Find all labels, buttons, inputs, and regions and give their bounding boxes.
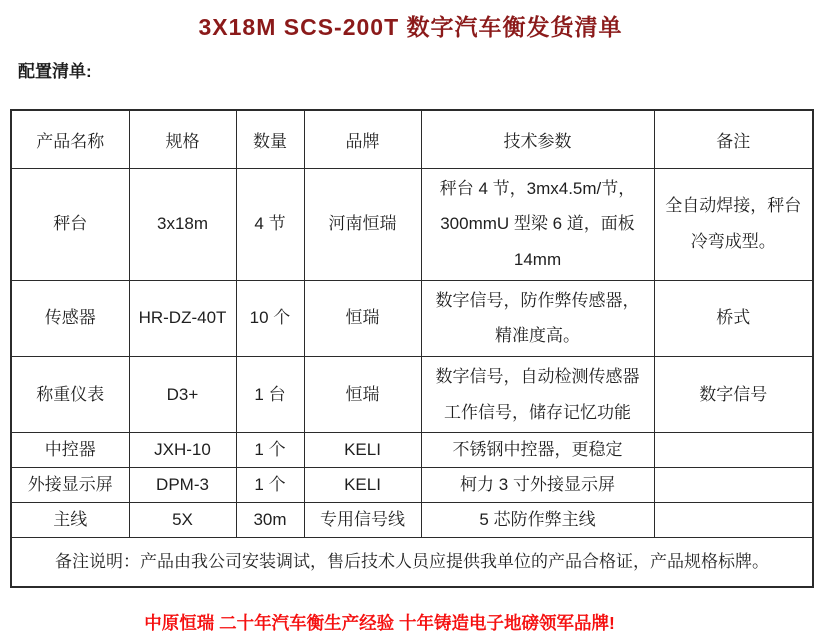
cell-qty: 1 个	[236, 433, 304, 468]
table-row-weighbridge	[11, 168, 813, 280]
cell-brand: 河南恒瑞	[304, 168, 421, 280]
cell-qty: 1 台	[236, 356, 304, 432]
header-note: 备注	[654, 110, 813, 168]
cell-tech: 柯力 3 寸外接显示屏	[421, 468, 654, 503]
header-product: 产品名称	[11, 110, 129, 168]
cell-note	[654, 433, 813, 468]
cell-spec: 3x18m	[129, 168, 236, 280]
cell-spec: HR-DZ-40T	[129, 280, 236, 356]
cell-spec: 5X	[129, 503, 236, 538]
cell-brand: 恒瑞	[304, 356, 421, 432]
cell-qty: 10 个	[236, 280, 304, 356]
cell-note: 全自动焊接，秤台冷弯成型。	[654, 168, 813, 280]
table-row-controller	[11, 433, 813, 468]
cell-spec: JXH-10	[129, 433, 236, 468]
cell-product: 中控器	[11, 433, 129, 468]
cell-product: 称重仪表	[11, 356, 129, 432]
table-remarks-row	[11, 538, 813, 587]
cell-product: 主线	[11, 503, 129, 538]
cell-note: 桥式	[654, 280, 813, 356]
header-tech: 技术参数	[421, 110, 654, 168]
cell-tech: 不锈钢中控器，更稳定	[421, 433, 654, 468]
cell-brand: KELI	[304, 468, 421, 503]
cell-spec: D3+	[129, 356, 236, 432]
cell-note	[654, 503, 813, 538]
cell-tech: 秤台 4 节，3mx4.5m/节， 300mmU 型梁 6 道，面板 14mm	[421, 168, 654, 280]
page-title: 3X18M SCS-200T 数字汽车衡发货清单	[198, 14, 623, 40]
cell-brand: 专用信号线	[304, 503, 421, 538]
table-row-sensor	[11, 280, 813, 356]
cell-tech: 数字信号，防作弊传感器， 精准度高。	[421, 280, 654, 356]
header-spec: 规格	[129, 110, 236, 168]
cell-product: 外接显示屏	[11, 468, 129, 503]
header-qty: 数量	[236, 110, 304, 168]
cell-tech: 数字信号，自动检测传感器 工作信号，储存记忆功能	[421, 356, 654, 432]
table-row-external-display	[11, 468, 813, 503]
brand-slogan: 中原恒瑞 二十年汽车衡生产经验 十年铸造电子地磅领军品牌!	[144, 612, 615, 633]
cell-note	[654, 468, 813, 503]
table-row-indicator	[11, 356, 813, 432]
cell-qty: 4 节	[236, 168, 304, 280]
cell-qty: 1 个	[236, 468, 304, 503]
cell-brand: KELI	[304, 433, 421, 468]
section-label-config-list: 配置清单:	[18, 62, 92, 81]
cell-product: 传感器	[11, 280, 129, 356]
cell-note: 数字信号	[654, 356, 813, 432]
table-header-row	[11, 110, 813, 168]
cell-brand: 恒瑞	[304, 280, 421, 356]
header-brand: 品牌	[304, 110, 421, 168]
cell-qty: 30m	[236, 503, 304, 538]
cell-spec: DPM-3	[129, 468, 236, 503]
cell-tech: 5 芯防作弊主线	[421, 503, 654, 538]
shipment-spec-table	[10, 109, 814, 588]
remarks-note: 备注说明：产品由我公司安装调试，售后技术人员应提供我单位的产品合格证，产品规格标牌。	[11, 538, 813, 587]
table-row-main-cable	[11, 503, 813, 538]
cell-product: 秤台	[11, 168, 129, 280]
